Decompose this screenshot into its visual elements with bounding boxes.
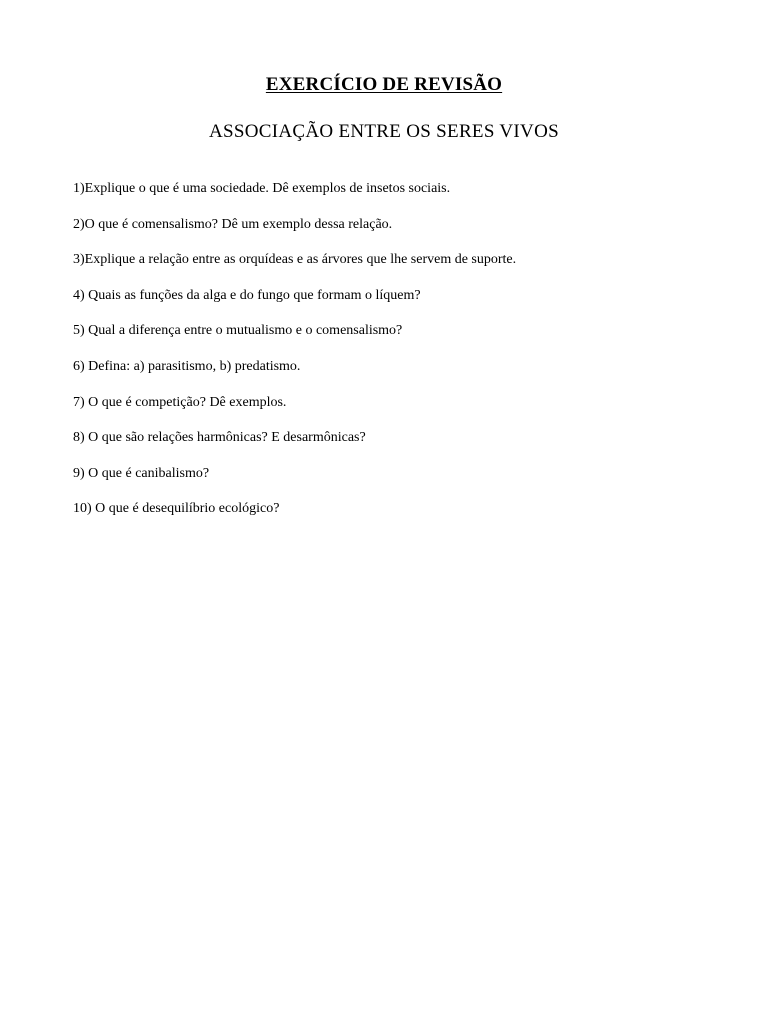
question-item: 2)O que é comensalismo? Dê um exemplo dessa relação. xyxy=(73,216,393,232)
document-subtitle: ASSOCIAÇÃO ENTRE OS SERES VIVOS xyxy=(209,121,559,142)
question-item: 7) O que é competição? Dê exemplos. xyxy=(73,394,287,410)
question-item: 8) O que são relações harmônicas? E desarmônicas? xyxy=(73,430,366,446)
question-item: 1)Explique o que é uma sociedade. Dê exemplos de insetos sociais. xyxy=(73,181,451,196)
question-item: 3)Explique a relação entre as orquídeas e as árvores que lhe servem de suporte. xyxy=(73,252,517,268)
question-item: 4) Quais as funções da alga e do fungo que formam o líquem? xyxy=(73,287,421,303)
question-item: 5) Qual a diferença entre o mutualismo e o comensalismo? xyxy=(73,323,403,339)
question-item: 6) Defina: a) parasitismo, b) predatismo. xyxy=(73,358,301,374)
question-item: 10) O que é desequilíbrio ecológico? xyxy=(73,501,280,517)
question-item: 9) O que é canibalismo? xyxy=(73,465,210,481)
question-list xyxy=(73,180,733,536)
document-title: EXERCÍCIO DE REVISÃO xyxy=(265,74,503,95)
